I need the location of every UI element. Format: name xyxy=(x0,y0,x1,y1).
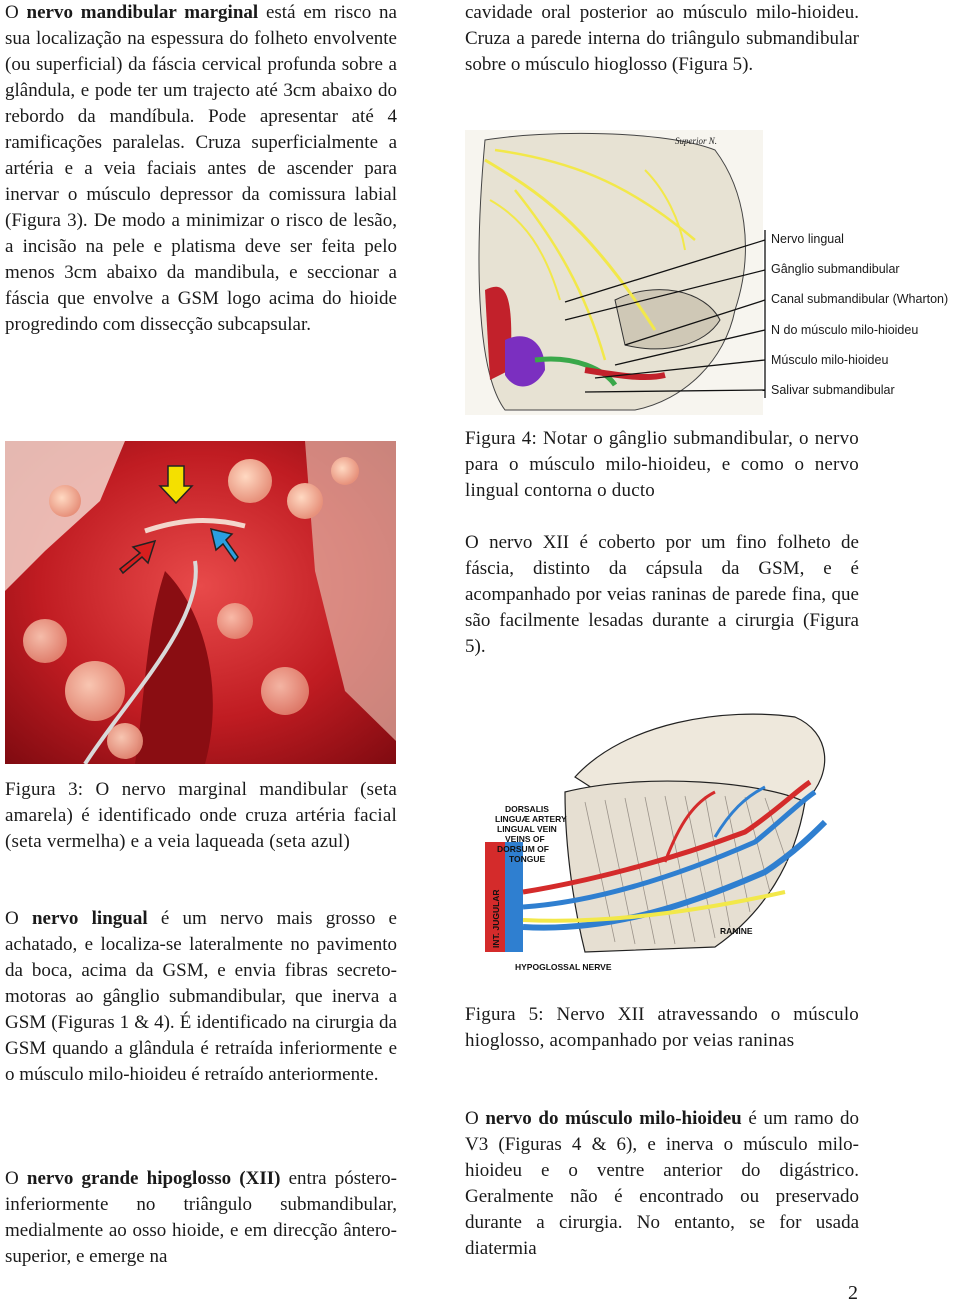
paragraph-marginal-mandibular-nerve: O nervo mandibular marginal está em risco na sua localização na espessura do folheto envolvente (ou superficial) da fáscia cervical profunda sobre a glândula, e pode ter um trajecto até 3cm abaixo do rebordo da mandíbula. Pode apresentar até 4 ramificações paralelas. Cruza superficialmente a artéria e a veia faciais antes de ascender para inervar o músculo depressor da comissura labial (Figura 3). De modo a minimizar o risco de lesão, a incisão na pele e platisma deve ser feita pelo menos 3cm abaixo da mandibula, e seccionar a fáscia que envolve a GSM logo acima do hioide progredindo com dissecção subcapsular. xyxy=(5,2,397,335)
paragraph-continuation: cavidade oral posterior ao músculo milo-hioideu. Cruza a parede interna do triângulo submandibular sobre o músculo hioglosso (Figura 5). xyxy=(465,2,859,75)
bold-term: nervo do músculo milo-hioideu xyxy=(485,1108,742,1129)
page-number: 2 xyxy=(848,1282,858,1304)
figure-5-anatomical-diagram xyxy=(465,712,837,972)
label-int-jugular: INT. JUGULAR xyxy=(491,889,501,948)
label-submandibular-ganglion: Gânglio submandibular xyxy=(771,262,900,276)
paragraph-mylohyoid-nerve: O nervo do músculo milo-hioideu é um ramo do V3 (Figuras 4 & 6), e inerva o músculo milo-hioideu e o ventre anterior do digástrico. Geralmente não é encontrado ou preservado durante a cirurgia. No entanto, se for usada diatermia xyxy=(465,1108,859,1259)
paragraph-nerve-xii: O nervo XII é coberto por um fino folheto de fáscia, distinto da cápsula da GSM, e é acompanhado por veias raninas de parede fina, que são facilmente lesadas durante a cirurgia (Figura 5). xyxy=(465,532,859,657)
surgical-photo-illustration xyxy=(5,441,396,764)
figure-5-illustration xyxy=(465,712,837,972)
label-dorsum-of: DORSUM OF xyxy=(497,844,549,854)
figure-5-caption: Figura 5: Nervo XII atravessando o músculo hioglosso, acompanhado por veias raninas xyxy=(465,1004,859,1051)
label-tongue: TONGUE xyxy=(509,854,546,864)
label-hypoglossal-nerve: HYPOGLOSSAL NERVE xyxy=(515,962,612,972)
figure-4-caption: Figura 4: Notar o gânglio submandibular, o nervo para o músculo milo-hioideu, e como o nervo lingual contorna o ducto xyxy=(465,428,859,501)
label-lingual-artery: LINGUÆ ARTERY xyxy=(495,814,567,824)
figure-4-anatomical-diagram xyxy=(465,130,960,415)
label-mylohyoid-nerve: N do músculo milo-hioideu xyxy=(771,323,919,337)
paragraph-hypoglossal-nerve: O nervo grande hipoglosso (XII) entra póstero-inferiormente no triângulo submandibular, medialmente ao osso hioide, e em direcção ântero-superior, e emerge na xyxy=(5,1168,398,1267)
bold-term: nervo mandibular marginal xyxy=(26,2,259,23)
figure-3-caption: Figura 3: O nervo marginal mandibular (seta amarela) é identificado onde cruza artéria facial (seta vermelha) e a veia laqueada (seta azul) xyxy=(5,779,397,852)
figure-4-top-label: Superior N. xyxy=(675,136,718,146)
label-veins-of: VEINS OF xyxy=(505,834,545,844)
label-lingual-vein: LINGUAL VEIN xyxy=(497,824,557,834)
label-submandibular-gland: Salivar submandibular xyxy=(771,383,895,397)
label-dorsalis: DORSALIS xyxy=(505,804,549,814)
label-mylohyoid-muscle: Músculo milo-hioideu xyxy=(771,353,889,367)
figure-3-surgical-photo xyxy=(5,441,396,764)
label-ranine: RANINE xyxy=(720,926,753,936)
bold-term: nervo lingual xyxy=(31,908,148,929)
label-lingual-nerve: Nervo lingual xyxy=(771,232,844,246)
label-submandibular-duct: Canal submandibular (Wharton) xyxy=(771,292,949,306)
paragraph-lingual-nerve: O nervo lingual é um nervo mais grosso e achatado, e localiza-se lateralmente no pavimento da boca, acima da GSM, e envia fibras secreto-motoras ao gânglio submandibular, que inerva a GSM (Figuras 1 & 4). É identificado na cirurgia da GSM quando a glândula é retraída inferiormente e o músculo milo-hioideu é retraído anteriormente. xyxy=(5,908,397,1085)
bold-term: nervo grande hipoglosso (XII) xyxy=(26,1168,281,1189)
